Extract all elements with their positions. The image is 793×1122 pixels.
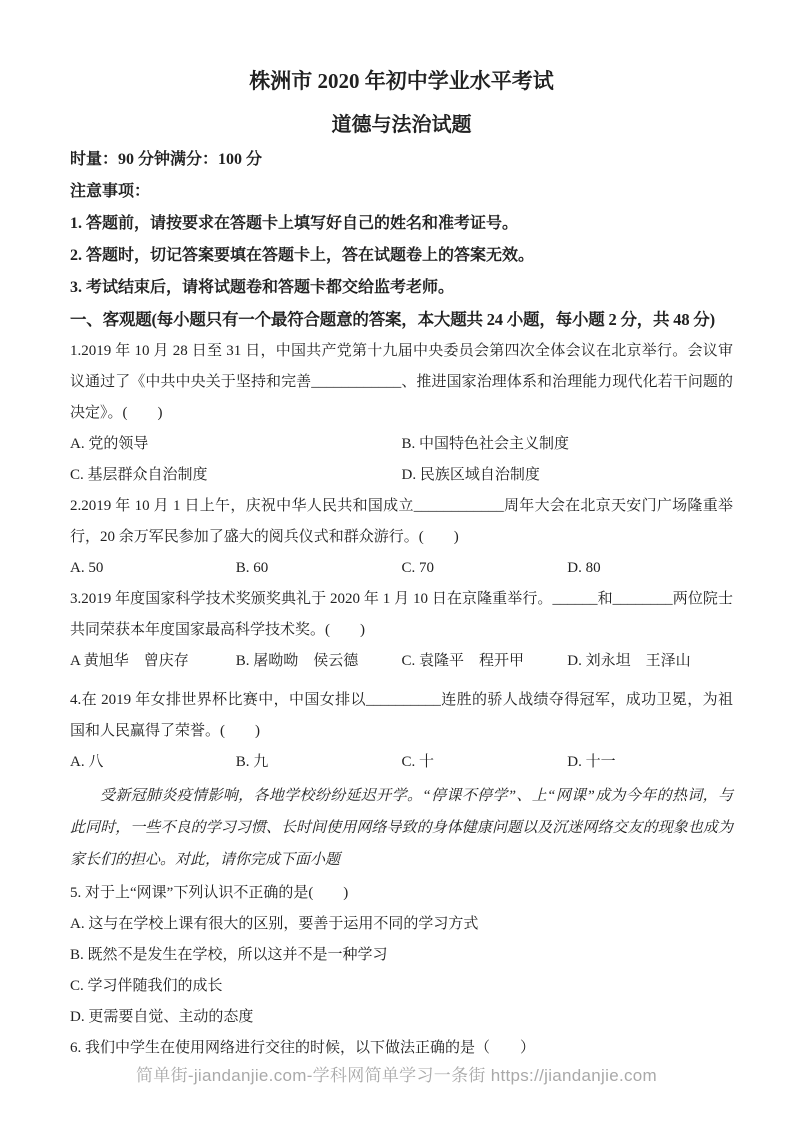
footer-watermark: 简单街-jiandanjie.com-学科网简单学习一条街 https://jiandanjie.com [135,1066,658,1085]
question-1-text: 1.2019 年 10 月 28 日至 31 日，中国共产党第十九届中央委员会第四次全体会议在北京举行。会议审议通过了《中共中央关于坚持和完善____________、推进国家治理体系和治理能力现代化若干问题的决定》。( ) [70,343,733,421]
question-4-text: 4.在 2019 年女排世界杯比赛中，中国女排以__________连胜的骄人战绩夺得冠军，成功卫冕，为祖国和人民赢得了荣誉。( ) [70,692,733,739]
question-2 [70,491,733,584]
question-5-option-a: A. 这与在学校上课有很大的区别，要善于运用不同的学习方式 [70,916,479,932]
page-subtitle: 道德与法治试题 [331,114,472,136]
question-5-options [70,909,733,1033]
section-1-heading: 一、客观题(每小题只有一个最符合题意的答案，本大题共 24 小题，每小题 2 分，共 48 分) [70,310,715,329]
question-2-option-c: C. 70 [401,560,435,576]
question-3-option-b: B. 屠呦呦 侯云德 [235,653,359,669]
question-4-option-b: B. 九 [235,754,269,770]
question-3-options [70,646,733,677]
question-2-option-d: D. 80 [567,560,601,576]
question-5-option-b: B. 既然不是发生在学校，所以这并不是一种学习 [70,947,388,963]
question-1 [70,336,733,491]
question-5-option-c: C. 学习伴随我们的成长 [70,978,223,994]
question-3-option-a: A 黄旭华 曾庆存 [70,653,189,669]
notice-item-3: 3. 考试结束后，请将试题卷和答题卡都交给监考老师。 [70,279,455,296]
question-2-option-a: A. 50 [70,560,104,576]
question-5-option-d: D. 更需要自觉、主动的态度 [70,1009,254,1025]
scenario-passage: 受新冠肺炎疫情影响，各地学校纷纷延迟开学。“停课不停学”、上“网课”成为今年的热词，与此同时，一些不良的学习习惯、长时间使用网络导致的身体健康问题以及沉迷网络交友的现象也成为家长们的担心。对此，请你完成下面小题 [70,788,733,868]
question-3-option-c: C. 袁隆平 程开甲 [401,653,525,669]
question-4 [70,685,733,778]
notice-item-2: 2. 答题时，切记答案要填在答题卡上，答在试题卷上的答案无效。 [70,247,535,264]
question-1-option-c: C. 基层群众自治制度 [70,467,208,483]
question-3-text: 3.2019 年度国家科学技术奖颁奖典礼于 2020 年 1 月 10 日在京隆重举行。______和________两位院士共同荣获本年度国家最高科学技术奖。( ) [70,591,733,638]
question-6-text: 6. 我们中学生在使用网络进行交往的时候，以下做法正确的是（ ） [70,1040,536,1056]
question-2-text: 2.2019 年 10 月 1 日上午，庆祝中华人民共和国成立____________周年大会在北京天安门广场隆重举行，20 余万军民参加了盛大的阅兵仪式和群众游行。( ) [70,498,733,545]
question-1-option-b: B. 中国特色社会主义制度 [401,436,570,452]
question-1-options [70,429,733,491]
question-1-option-d: D. 民族区域自治制度 [401,467,540,483]
question-3 [70,584,733,677]
question-6 [70,1033,733,1064]
question-4-options [70,747,733,778]
question-3-option-d: D. 刘永坦 王泽山 [567,653,691,669]
question-2-option-b: B. 60 [235,560,269,576]
question-4-option-a: A. 八 [70,754,104,770]
notice-title: 注意事项： [70,183,151,200]
question-1-option-a: A. 党的领导 [70,436,149,452]
notice-item-1: 1. 答题前，请按要求在答题卡上填写好自己的姓名和准考证号。 [70,215,519,232]
question-5-text: 5. 对于上“网课”下列认识不正确的是( ) [70,885,349,901]
question-4-option-c: C. 十 [401,754,435,770]
question-2-options [70,553,733,584]
page-title: 株洲市 2020 年初中学业水平考试 [249,69,554,93]
question-4-option-d: D. 十一 [567,754,616,770]
meta-duration-score: 时量：90 分钟满分：100 分 [70,151,263,168]
question-5 [70,878,733,1033]
